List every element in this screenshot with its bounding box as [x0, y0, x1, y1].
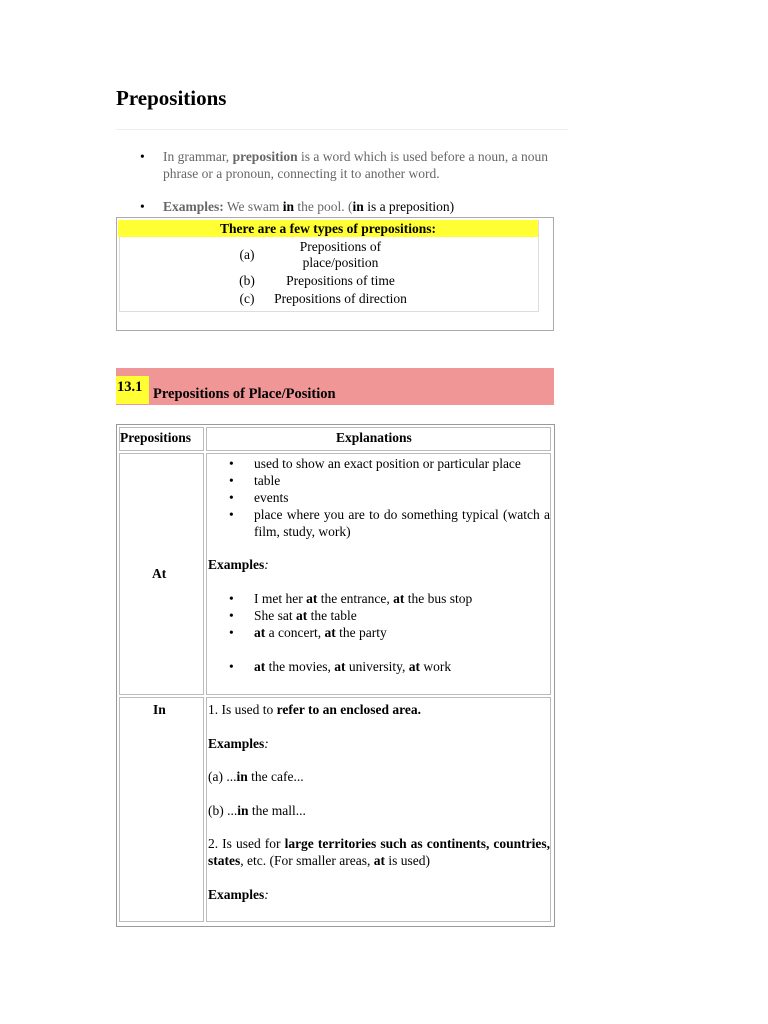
types-row — [231, 289, 418, 307]
in-example-a: (a) ...in the cafe... — [208, 769, 304, 784]
bullet-icon: • — [229, 659, 234, 674]
preposition-in: In — [153, 702, 166, 717]
types-key: (a) — [239, 247, 255, 262]
types-key: (c) — [239, 291, 255, 306]
bullet-icon: • — [140, 149, 145, 164]
bullet-icon: • — [229, 456, 234, 471]
list-item: • table — [229, 473, 281, 488]
bullet-icon: • — [140, 199, 145, 214]
in-explanation — [208, 701, 550, 903]
intro-example: • Examples: We swam in the pool. (in is a preposition) — [140, 199, 455, 214]
in-examples-label-2: Examples: — [208, 887, 269, 902]
at-explanation — [208, 455, 550, 675]
at-examples-label: Examples: — [208, 557, 269, 572]
list-item: • at the movies, at university, at work — [229, 659, 452, 674]
bullet-icon: • — [229, 507, 234, 522]
preposition-at: At — [152, 566, 167, 581]
types-value: Prepositions of direction — [274, 291, 407, 306]
at-uses-list — [208, 455, 550, 540]
in-example-b: (b) ...in the mall... — [208, 803, 306, 818]
list-item: • at a concert, at the party — [229, 625, 387, 640]
types-row — [231, 239, 418, 271]
types-value: Prepositions of time — [286, 273, 395, 288]
types-value: Prepositions of place/position — [299, 239, 382, 270]
in-examples-label: Examples: — [208, 736, 269, 751]
in-label-cell — [119, 697, 204, 922]
column-header-prepositions: Prepositions — [120, 430, 192, 445]
list-item: • events — [229, 490, 289, 505]
list-item: • She sat at the table — [229, 608, 357, 623]
bullet-icon: • — [229, 490, 234, 505]
section-title: Prepositions of Place/Position — [153, 386, 336, 402]
list-item: • used to show an exact position or particular place — [229, 456, 521, 471]
column-header-explanations: Explanations — [336, 430, 412, 445]
list-item: • place where you are to do something typical (watch a film, study, work) — [229, 507, 550, 539]
divider — [116, 129, 568, 130]
bullet-icon: • — [229, 473, 234, 488]
page-title: Prepositions — [116, 86, 227, 110]
bullet-icon: • — [229, 608, 234, 623]
types-header: There are a few types of prepositions: — [118, 220, 538, 237]
in-paragraph-1: 1. Is used to refer to an enclosed area. — [208, 702, 421, 717]
list-item: • I met her at the entrance, at the bus stop — [229, 591, 473, 606]
bullet-icon: • — [229, 625, 234, 640]
types-key: (b) — [239, 273, 255, 288]
in-paragraph-2: 2. Is used for large territories such as continents, countries, states, etc. (For smaller areas, at is used) — [208, 836, 550, 868]
types-table — [231, 239, 418, 307]
section-number: 13.1 — [116, 376, 149, 404]
types-row — [231, 271, 418, 289]
at-examples-list — [208, 590, 550, 675]
bullet-icon: • — [229, 591, 234, 606]
intro-definition: • In grammar, preposition is a word which is used before a noun, a noun phrase or a pronoun, connecting it to another word. — [140, 149, 549, 181]
